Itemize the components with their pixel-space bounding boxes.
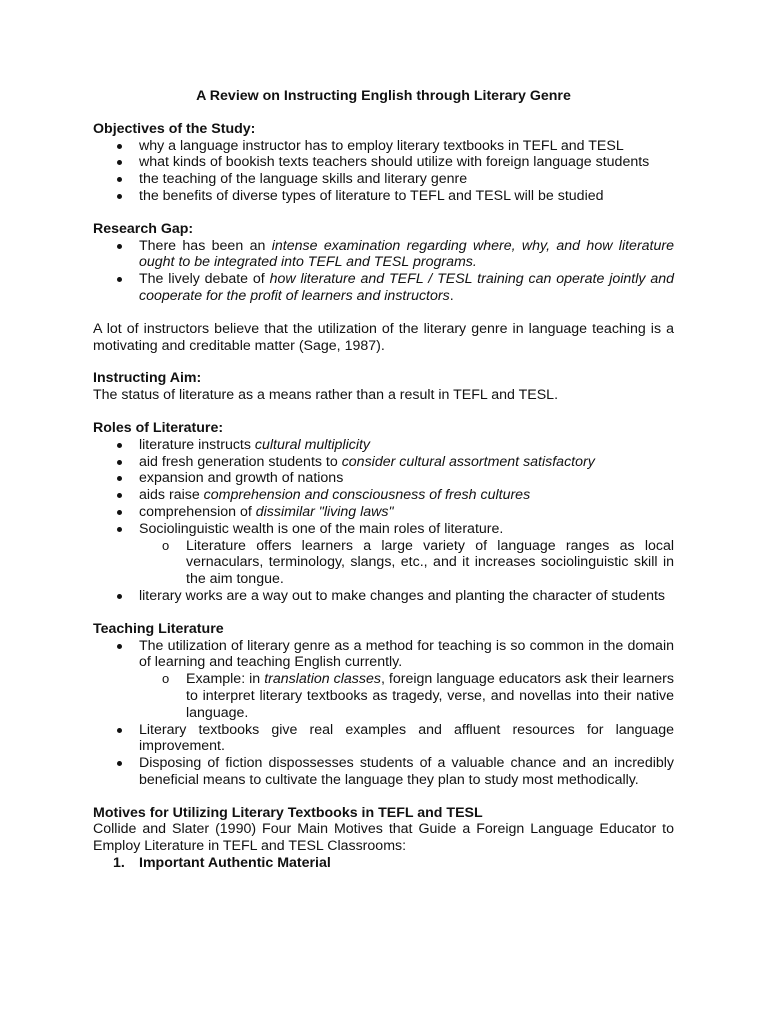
roles-list	[93, 437, 674, 605]
list-item	[139, 271, 674, 305]
roles-heading: Roles of Literature:	[93, 419, 224, 436]
list-number: 1.	[113, 855, 125, 872]
list-item: what kinds of bookish texts teachers should utilize with foreign language students	[139, 154, 674, 171]
motives-list	[93, 855, 674, 872]
instructing-aim-text: The status of literature as a means rather than a result in TEFL and TESL.	[93, 387, 559, 404]
item-text: comprehension of	[139, 503, 256, 520]
instructing-aim-heading: Instructing Aim:	[93, 370, 202, 387]
item-text: literature instructs	[139, 436, 255, 453]
item-italic-text: consider cultural assortment satisfactory	[341, 453, 595, 470]
list-item	[139, 504, 674, 521]
list-item: the teaching of the language skills and literary genre	[139, 171, 674, 188]
item-text: aids raise	[139, 487, 204, 504]
item-text: The utilization of literary genre as a method for teaching is so common in the domain of learning and teaching English currently.	[139, 637, 674, 671]
document-title: A Review on Instructing English through Literary Genre	[196, 88, 571, 104]
motives-heading: Motives for Utilizing Literary Textbooks in TEFL and TESL	[93, 804, 483, 821]
item-text: expansion and growth of nations	[139, 470, 344, 487]
list-item	[139, 454, 674, 471]
list-item	[139, 521, 674, 588]
sub-list-item: o Literature offers learners a large variety of language ranges as local vernaculars, terminology, slangs, etc., and it increases sociolinguistic skill in the aim tongue.	[186, 538, 674, 588]
intro-paragraph: A lot of instructors believe that the utilization of the literary genre in language teaching is a motivating and creditable matter (Sage, 1987).	[93, 320, 674, 354]
item-text-end: .	[449, 287, 454, 304]
research-gap-section	[93, 221, 674, 305]
item-italic-text: dissimilar "living laws"	[255, 503, 394, 520]
objectives-heading: Objectives of the Study:	[93, 120, 256, 137]
motives-text: Collide and Slater (1990) Four Main Motives that Guide a Foreign Language Educator to Employ Literature in TEFL and TESL Classrooms:	[93, 821, 674, 855]
list-item: why a language instructor has to employ literary textbooks in TEFL and TESL	[139, 138, 674, 155]
list-item: the benefits of diverse types of literature to TEFL and TESL will be studied	[139, 188, 674, 205]
item-italic-text: how literature and TEFL / TESL training can operate jointly and cooperate for the profit of learners and instructors	[139, 271, 674, 304]
list-item	[113, 855, 674, 872]
objectives-list	[93, 138, 674, 205]
roles-section	[93, 420, 674, 605]
list-item	[139, 638, 674, 722]
teaching-list	[93, 638, 674, 789]
item-text: The lively debate of	[139, 271, 270, 288]
motives-section	[93, 805, 674, 872]
list-item	[139, 437, 674, 454]
item-text: Sociolinguistic wealth is one of the main roles of literature.	[139, 520, 504, 537]
item-italic-text: cultural multiplicity	[254, 436, 371, 453]
item-text: aid fresh generation students to	[139, 453, 342, 470]
teaching-section	[93, 621, 674, 789]
teaching-heading: Teaching Literature	[93, 620, 224, 637]
item-italic-text: comprehension and consciousness of fresh cultures	[203, 487, 531, 504]
list-item	[139, 487, 674, 504]
list-item	[139, 470, 674, 487]
intro-paragraph-section	[93, 321, 674, 355]
item-text: Example: in	[186, 671, 265, 688]
research-gap-list	[93, 238, 674, 305]
sub-list	[139, 538, 674, 588]
objectives-section	[93, 121, 674, 205]
research-gap-heading: Research Gap:	[93, 220, 194, 237]
sub-list-item	[186, 671, 674, 721]
list-item	[139, 238, 674, 272]
item-italic-text: intense examination regarding where, why, and how literature ought to be integrated into TEFL and TESL programs.	[139, 237, 675, 271]
instructing-aim-section	[93, 370, 674, 404]
item-italic-text: translation classes	[264, 671, 381, 688]
document-body	[93, 88, 674, 872]
sub-list	[139, 671, 674, 721]
list-item: literary works are a way out to make changes and planting the character of students	[139, 588, 674, 605]
item-text: There has been an	[139, 237, 272, 254]
list-item: Disposing of fiction dispossesses students of a valuable chance and an incredibly beneficial means to cultivate the language they plan to study most methodically.	[139, 755, 674, 788]
item-text: Important Authentic Material	[139, 855, 331, 872]
item-text: , foreign language educators ask their learners to interpret literary textbooks as tragedy, verse, and novellas into their native language.	[186, 671, 674, 721]
list-item: Literary textbooks give real examples and affluent resources for language improvement.	[139, 721, 674, 755]
